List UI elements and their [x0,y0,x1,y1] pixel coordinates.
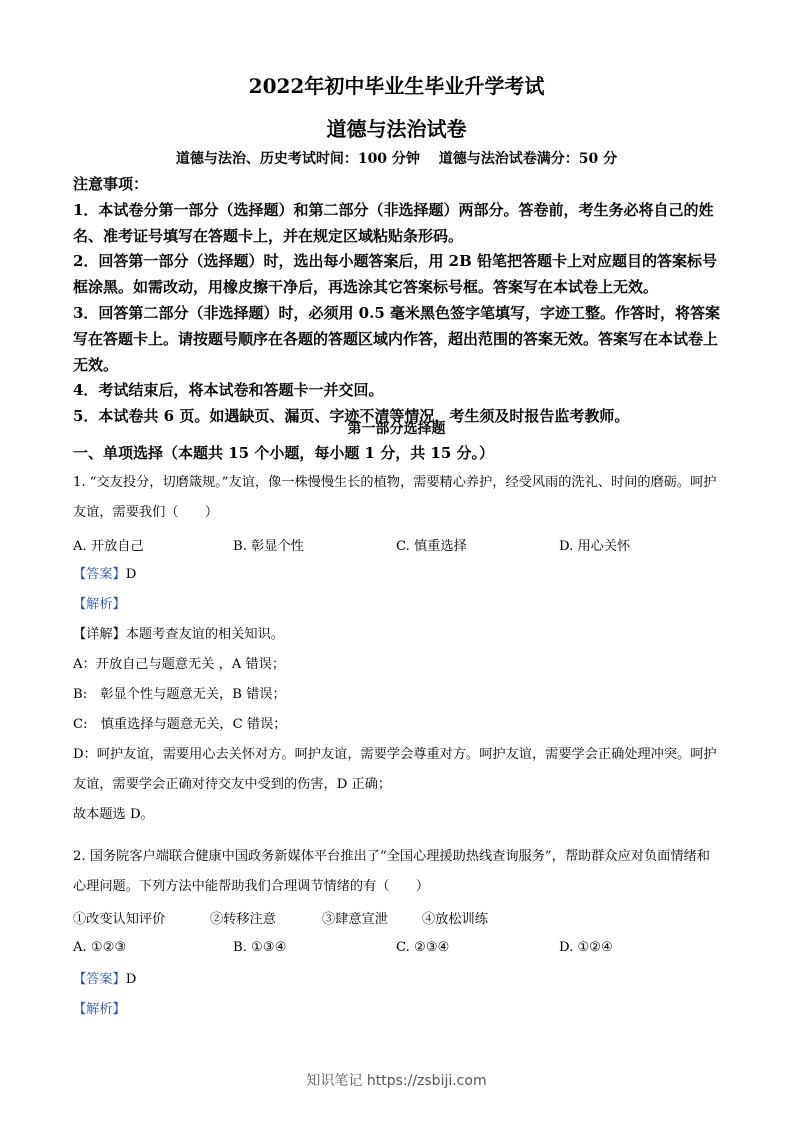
option-d: D. 用心关怀 [559,539,631,554]
answer-tag: 【答案】 [73,567,126,582]
option-b: B. ①③④ [233,940,287,955]
note-item: 5．本试卷共 6 页。如遇缺页、漏页、字迹不清等情况，考生须及时报告监考教师。 [73,407,630,426]
question-2-solution [73,965,723,1025]
option-d: D. ①②④ [559,940,613,955]
statement-4: ④放松训练 [422,912,488,927]
question-2-stem: 2. 国务院客户端联合健康中国政务新媒体平台推出了“全国心理援助热线查询服务”，帮助群众应对负面情绪和心理问题。下列方法中能帮助我们合理调节情绪的有（ ） [73,849,710,894]
note-item: 3．回答第二部分（非选择题）时，必须用 0.5 毫米黑色签字笔填写，字迹工整。作答时，将答案写在答题卡上。请按题号顺序在各题的答题区域内作答，超出范围的答案无效。答案写在本试卷上无效。 [73,303,720,374]
note-item: 1．本试卷分第一部分（选择题）和第二部分（非选择题）两部分。答卷前，考生务必将自己的姓名、准考证号填写在答题卡上，并在规定区域粘贴条形码。 [73,200,714,245]
statement-2: ②转移注意 [210,912,276,927]
question-1-stem: 1. “交友投分，切磨箴规。”友谊，像一株慢慢生长的植物，需要精心养护，经受风雨的洗礼、时间的磨砺。呵护友谊，需要我们（ ） [73,475,717,520]
analysis-line [73,995,723,1025]
note-item: 4．考试结束后，将本试卷和答题卡一并交回。 [73,381,384,400]
analysis-tag: 【解析】 [73,597,126,612]
exam-title: 2022年初中毕业生毕业升学考试 [248,74,545,98]
option-c: C. 慎重选择 [396,539,467,554]
analysis-item: B: 彰显个性与题意无关，B 错误； [73,687,286,702]
analysis-item: 故本题选 D。 [73,807,154,822]
section-heading: 一、单项选择（本题共 15 个小题，每小题 1 分，共 15 分。） [73,444,495,462]
answer-tag: 【答案】 [73,972,126,987]
subject-title: 道德与法治试卷 [326,117,467,141]
option-c: C. ②③④ [396,940,450,955]
option-a: A. ①②③ [73,940,127,955]
part1-title: 第一部分选择题 [347,421,446,437]
footer-watermark: 知识笔记 https://zsbiji.com [306,1073,487,1089]
statement-1: ①改变认知评价 [73,912,166,927]
answer-line [73,965,723,995]
question-2-items [73,908,723,928]
question-1-solution [73,560,723,830]
notes-heading: 注意事项： [73,175,149,193]
question-2-options [73,940,723,960]
analysis-line [73,590,723,620]
analysis-tag: 【解析】 [73,1002,126,1017]
question-1-options [73,535,723,555]
answer-value: D [125,567,137,582]
detail-text: 本题考查友谊的相关知识。 [125,627,284,642]
detail-tag: 【详解】 [73,627,126,642]
analysis-item: A：开放自己与题意无关 ，A 错误； [73,657,286,672]
note-item: 2．回答第一部分（选择题）时，选出每小题答案后，用 2B 铅笔把答题卡上对应题目的答案标号框涂黑。如需改动，用橡皮擦干净后，再选涂其它答案标号框。答案写在本试卷上无效。 [73,252,718,297]
analysis-item: C: 慎重选择与题意无关，C 错误； [73,717,287,732]
answer-line [73,560,723,590]
answer-value: D [125,972,137,987]
detail-line [73,620,723,650]
notes-block [73,172,723,430]
analysis-item: D：呵护友谊，需要用心去关怀对方。呵护友谊，需要学会尊重对方。呵护友谊，需要学会正确处理冲突。呵护友谊，需要学会正确对待交友中受到的伤害，D 正确； [73,747,717,792]
option-a: A. 开放自己 [73,539,144,554]
exam-info: 道德与法治、历史考试时间：100 分钟 道德与法治试卷满分：50 分 [175,151,618,167]
statement-3: ③肆意宣泄 [322,912,388,927]
option-b: B. 彰显个性 [233,539,304,554]
